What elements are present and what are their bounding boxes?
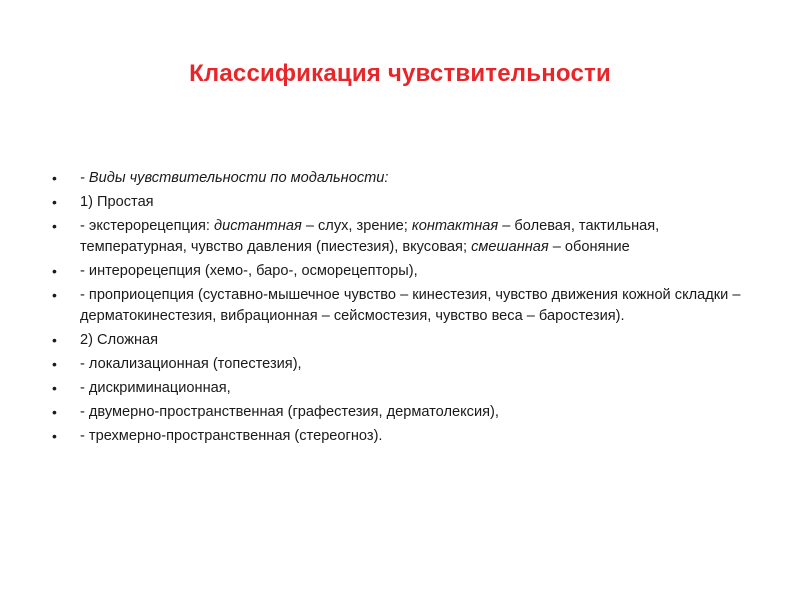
bullet-text: – слух, зрение;	[301, 218, 412, 234]
bullet-text: 2) Сложная	[80, 332, 159, 348]
bullet-text: – обоняние	[548, 239, 630, 255]
bullet-list	[52, 168, 742, 450]
bullet-dot-icon: •	[52, 218, 57, 234]
bullet-dot-icon: •	[52, 194, 57, 210]
bullet-dot-icon: •	[52, 287, 57, 303]
bullet-text: - экстерорецепция:	[80, 218, 215, 234]
bullet-item	[52, 426, 742, 447]
bullet-dot-icon: •	[52, 404, 57, 420]
bullet-item	[52, 402, 742, 423]
bullet-item	[52, 261, 742, 282]
bullet-text: - двумерно-пространственная (графестезия, дерматолексия),	[80, 404, 499, 420]
bullet-item	[52, 330, 742, 351]
bullet-dot-icon: •	[52, 428, 57, 444]
bullet-text: - интерорецепция (хемо-, баро-, осморецепторы),	[80, 263, 418, 279]
bullet-dot-icon: •	[52, 170, 57, 186]
bullet-text-italic: - Виды чувствительности по модальности:	[80, 170, 389, 186]
bullet-item	[52, 378, 742, 399]
bullet-text: – болевая, тактильная, температурная, чувство давления (пиестезия), вкусовая;	[80, 218, 660, 255]
bullet-text: - локализационная (топестезия),	[80, 356, 302, 372]
bullet-text-italic: дистантная	[214, 218, 302, 234]
bullet-text: 1) Простая	[80, 194, 154, 210]
bullet-item	[52, 192, 742, 213]
bullet-text-italic: смешанная	[471, 239, 549, 255]
bullet-text: - трехмерно-пространственная (стереогноз).	[80, 428, 383, 444]
bullet-item	[52, 285, 742, 327]
bullet-item	[52, 354, 742, 375]
bullet-item	[52, 216, 742, 258]
bullet-text: - проприоцепция (суставно-мышечное чувство – кинестезия, чувство движения кожной складки – дерматокинестезия, вибрационная – сейсмостезия, чувство веса – баростезия).	[80, 287, 741, 324]
slide-title: Классификация чувствительности	[189, 60, 611, 87]
bullet-item	[52, 168, 742, 189]
bullet-dot-icon: •	[52, 263, 57, 279]
bullet-text: - дискриминационная,	[80, 380, 231, 396]
bullet-dot-icon: •	[52, 332, 57, 348]
bullet-text-italic: контактная	[411, 218, 499, 234]
bullet-dot-icon: •	[52, 356, 57, 372]
bullet-dot-icon: •	[52, 380, 57, 396]
